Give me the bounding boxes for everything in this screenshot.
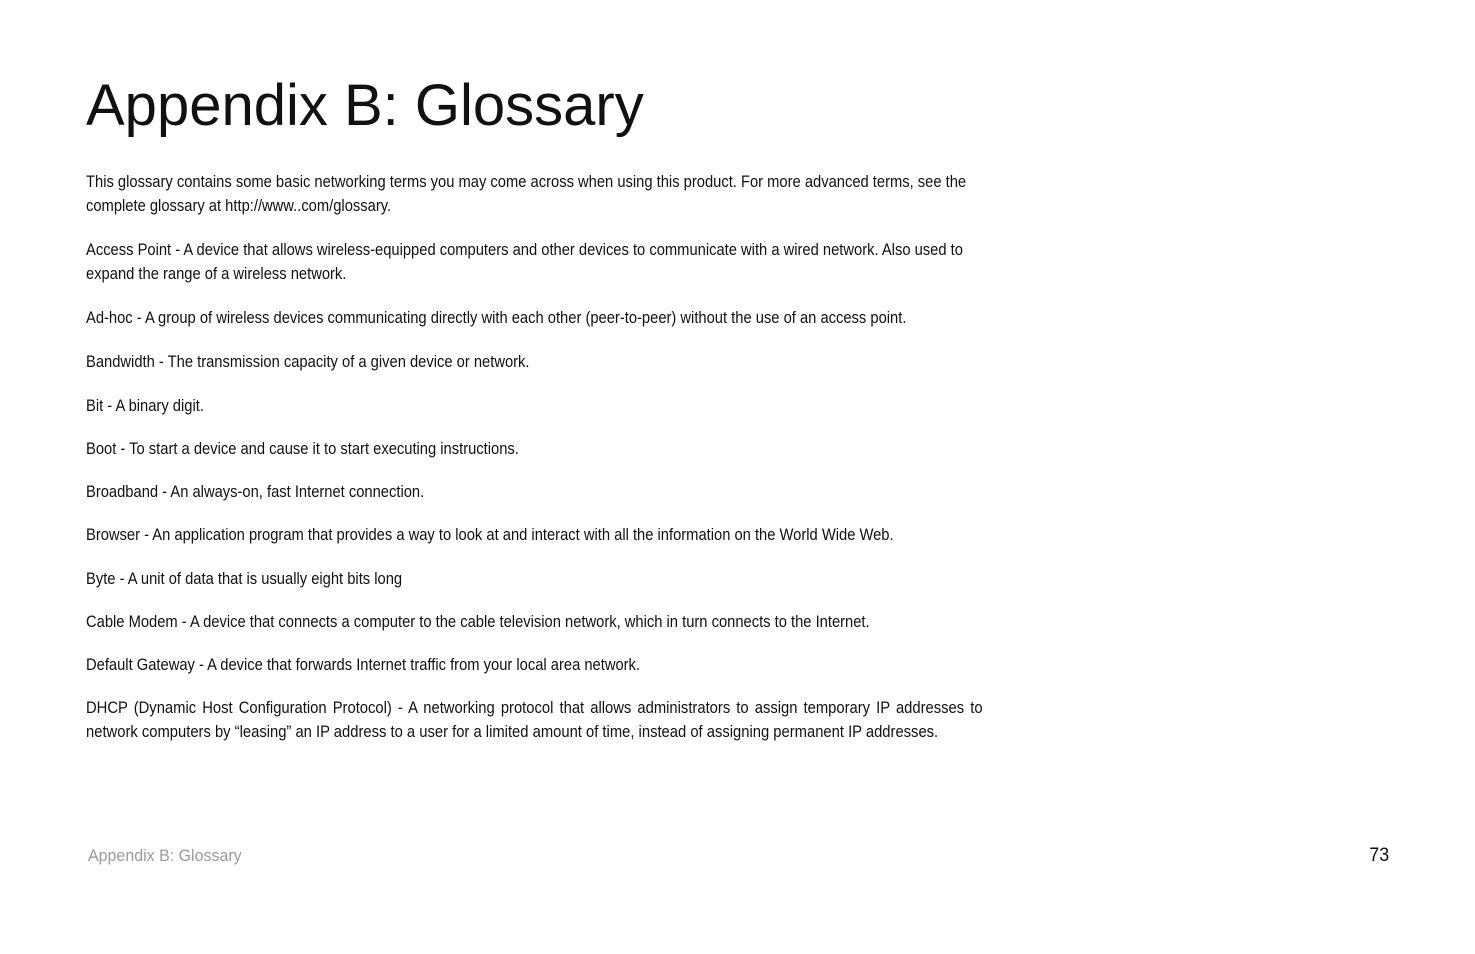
entry-term: Bit — [86, 397, 104, 415]
glossary-entry-byte — [86, 567, 996, 591]
entry-definition: - A binary digit. — [103, 397, 204, 415]
entry-term: Default Gateway — [86, 656, 195, 674]
entry-term: Byte — [86, 570, 116, 588]
glossary-content — [86, 170, 996, 764]
glossary-entry-boot — [86, 437, 996, 461]
page-title: Appendix B: Glossary — [86, 73, 644, 138]
glossary-entry-ad-hoc — [86, 306, 996, 330]
entry-definition: - A device that forwards Internet traffic from your local area network. — [194, 656, 641, 674]
glossary-entry-browser — [86, 523, 996, 547]
entry-definition: - A device that allows wireless-equipped computers and other devices to communicate with a wired network. Also used to expand the range of a wireless network. — [86, 241, 963, 283]
glossary-entry-bit — [86, 394, 996, 418]
entry-definition: (Dynamic Host Configuration Protocol) - A networking protocol that allows administrators to assign temporary IP addresses to network computers by “leasing” an IP address to a user for a limited amount of time, instead of assigning permanent IP addresses. — [86, 699, 983, 741]
entry-term: Cable Modem — [86, 613, 178, 631]
entry-term: Access Point — [86, 241, 172, 259]
entry-definition: - The transmission capacity of a given device or network. — [154, 353, 530, 371]
entry-definition: - A unit of data that is usually eight bits long — [115, 570, 403, 588]
glossary-entry-cable-modem — [86, 610, 996, 634]
entry-definition: - A group of wireless devices communicating directly with each other (peer-to-peer) without the use of an access point. — [132, 309, 907, 327]
glossary-entry-default-gateway — [86, 653, 996, 677]
glossary-entry-access-point — [86, 238, 994, 286]
entry-definition: - An always-on, fast Internet connection. — [158, 483, 425, 501]
entry-definition: - An application program that provides a way to look at and interact with all the information on the World Wide Web. — [140, 526, 894, 544]
entry-term: Boot — [86, 440, 117, 458]
glossary-entry-bandwidth — [86, 350, 996, 374]
entry-term: Broadband — [86, 483, 159, 501]
glossary-entry-broadband — [86, 480, 996, 504]
intro-paragraph: This glossary contains some basic networking terms you may come across when using this product. For more advanced terms, see the complete glossary at http://www..com/glossary. — [86, 173, 967, 215]
entry-term: Ad-hoc — [86, 309, 133, 327]
glossary-entry-dhcp — [86, 696, 983, 744]
entry-term: Bandwidth — [86, 353, 155, 371]
footer-section-label: Appendix B: Glossary — [88, 846, 242, 865]
entry-definition: - A device that connects a computer to the cable television network, which in turn connects to the Internet. — [177, 613, 870, 631]
entry-definition: - To start a device and cause it to start executing instructions. — [116, 440, 519, 458]
page-number: 73 — [1369, 845, 1389, 866]
entry-term: Browser — [86, 526, 141, 544]
entry-term: DHCP — [86, 699, 128, 717]
